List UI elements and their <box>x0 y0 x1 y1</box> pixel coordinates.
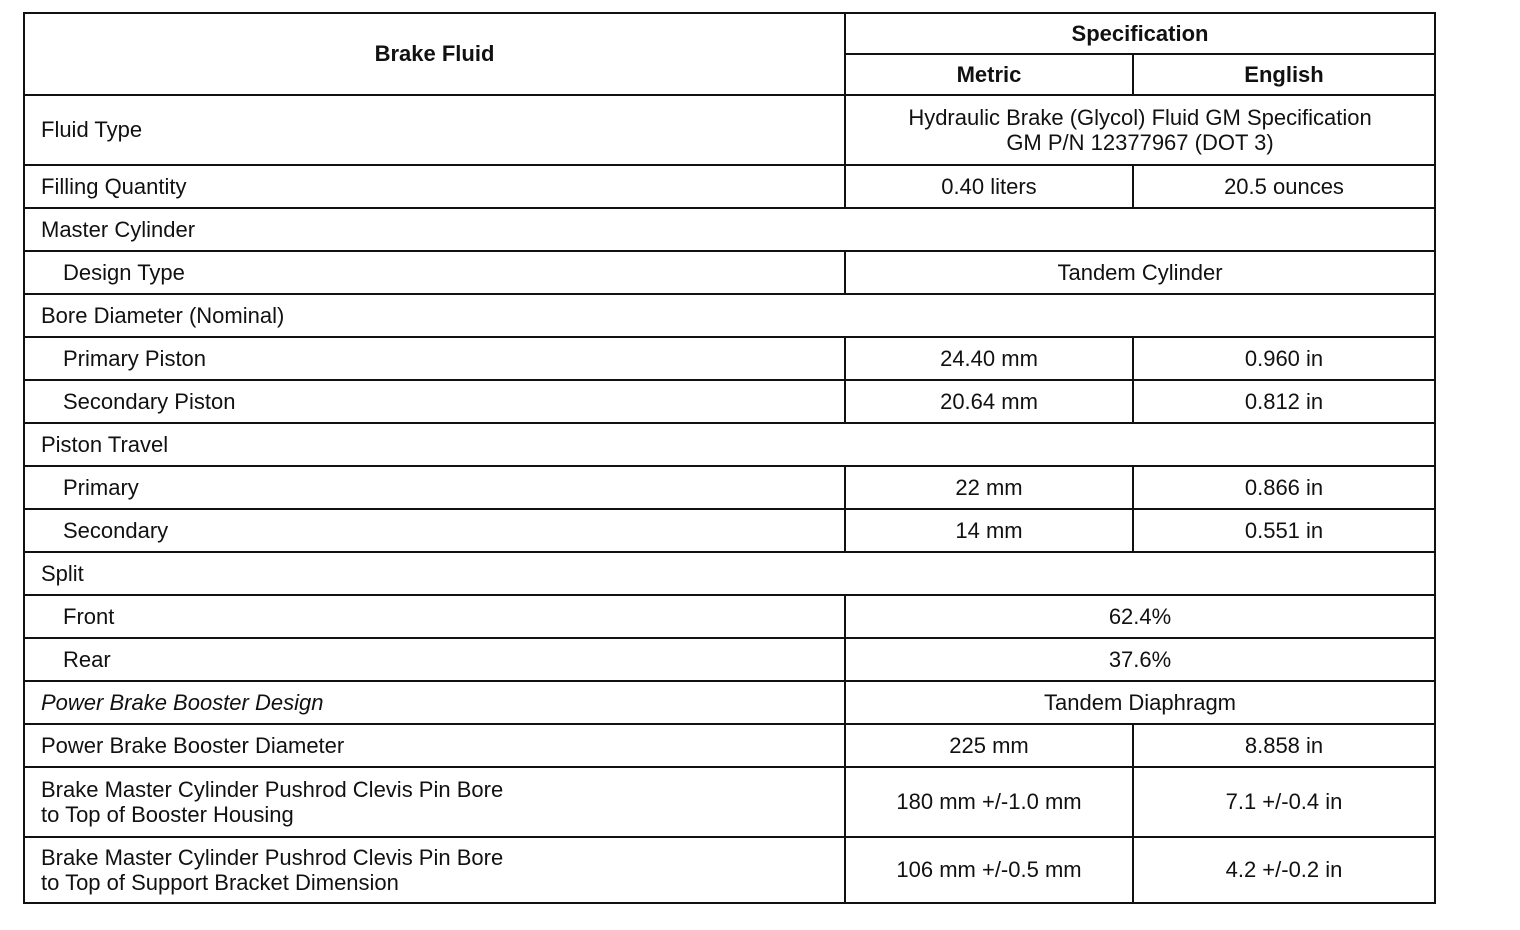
metric-value: 22 mm <box>845 466 1133 509</box>
row-label: Power Brake Booster Diameter <box>24 724 845 767</box>
row-label: Fluid Type <box>24 95 845 165</box>
section-label: Bore Diameter (Nominal) <box>24 294 1435 337</box>
table-row <box>24 294 1435 337</box>
row-label: Design Type <box>24 251 845 294</box>
english-value: 4.2 +/-0.2 in <box>1133 837 1435 903</box>
row-label: Power Brake Booster Design <box>24 681 845 724</box>
section-label: Piston Travel <box>24 423 1435 466</box>
metric-value: 225 mm <box>845 724 1133 767</box>
row-label <box>24 837 845 903</box>
table-row <box>24 767 1435 837</box>
table-row <box>24 208 1435 251</box>
section-label: Split <box>24 552 1435 595</box>
row-label: Filling Quantity <box>24 165 845 208</box>
english-value: 0.960 in <box>1133 337 1435 380</box>
table-row <box>24 251 1435 294</box>
metric-value: 24.40 mm <box>845 337 1133 380</box>
row-label: Secondary Piston <box>24 380 845 423</box>
table-row <box>24 724 1435 767</box>
combined-value: Tandem Cylinder <box>845 251 1435 294</box>
label-line-1: Brake Master Cylinder Pushrod Clevis Pin Bore <box>41 776 504 802</box>
header-specification: Specification <box>845 13 1435 54</box>
row-label <box>24 767 845 837</box>
table-row <box>24 165 1435 208</box>
row-label: Secondary <box>24 509 845 552</box>
combined-value: Tandem Diaphragm <box>845 681 1435 724</box>
section-label: Master Cylinder <box>24 208 1435 251</box>
metric-value: 0.40 liters <box>845 165 1133 208</box>
metric-value: 180 mm +/-1.0 mm <box>845 767 1133 837</box>
table-row <box>24 595 1435 638</box>
value-line-1: Hydraulic Brake (Glycol) Fluid GM Specification <box>908 104 1372 130</box>
header-english: English <box>1133 54 1435 95</box>
brake-fluid-spec-table <box>23 12 1436 904</box>
english-value: 0.812 in <box>1133 380 1435 423</box>
metric-value: 14 mm <box>845 509 1133 552</box>
row-label: Front <box>24 595 845 638</box>
header-row <box>24 13 1435 54</box>
combined-value: 37.6% <box>845 638 1435 681</box>
table-row <box>24 509 1435 552</box>
table-row <box>24 552 1435 595</box>
combined-value: 62.4% <box>845 595 1435 638</box>
table-row <box>24 638 1435 681</box>
row-label: Primary Piston <box>24 337 845 380</box>
header-metric: Metric <box>845 54 1133 95</box>
value-line-2: GM P/N 12377967 (DOT 3) <box>1006 130 1274 155</box>
metric-value: 106 mm +/-0.5 mm <box>845 837 1133 903</box>
label-line-2: to Top of Support Bracket Dimension <box>41 870 399 895</box>
fluid-type-value <box>845 95 1435 165</box>
english-value: 0.551 in <box>1133 509 1435 552</box>
english-value: 8.858 in <box>1133 724 1435 767</box>
table-row <box>24 337 1435 380</box>
english-value: 20.5 ounces <box>1133 165 1435 208</box>
label-line-1: Brake Master Cylinder Pushrod Clevis Pin Bore <box>41 844 504 870</box>
table-row <box>24 95 1435 165</box>
table-row <box>24 837 1435 903</box>
english-value: 0.866 in <box>1133 466 1435 509</box>
header-brake-fluid: Brake Fluid <box>24 13 845 95</box>
label-line-2: to Top of Booster Housing <box>41 802 294 827</box>
english-value: 7.1 +/-0.4 in <box>1133 767 1435 837</box>
row-label: Primary <box>24 466 845 509</box>
table-row <box>24 423 1435 466</box>
metric-value: 20.64 mm <box>845 380 1133 423</box>
table-row <box>24 681 1435 724</box>
row-label: Rear <box>24 638 845 681</box>
table-row <box>24 466 1435 509</box>
table-row <box>24 380 1435 423</box>
